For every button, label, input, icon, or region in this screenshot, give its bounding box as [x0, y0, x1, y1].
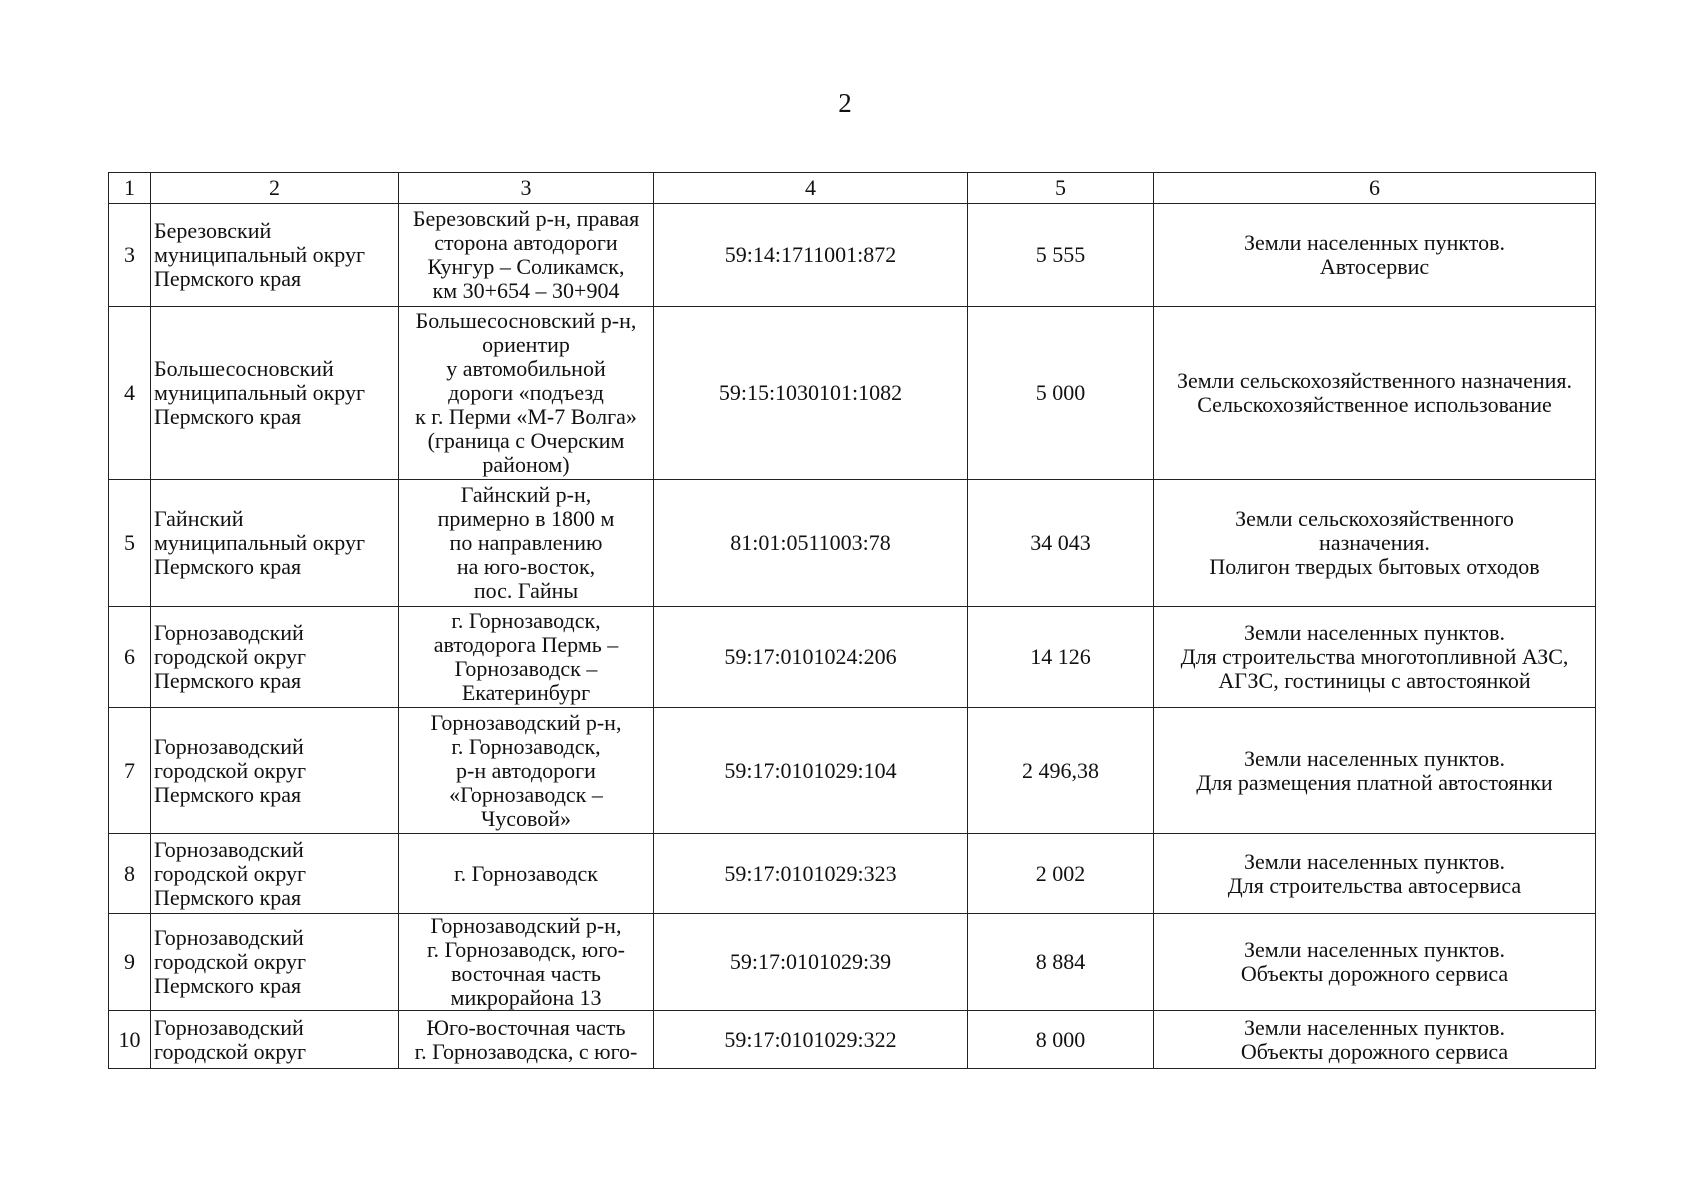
location-line: р-н автодороги: [456, 757, 596, 783]
location-line: Горнозаводск –: [454, 656, 598, 681]
municipality-line: Пермского края: [154, 781, 302, 807]
area-cell: 2 002: [968, 834, 1154, 914]
municipality-line: Пермского края: [154, 668, 302, 693]
location-line: Екатеринбург: [461, 680, 591, 705]
municipality-line: Горнозаводский: [154, 925, 304, 950]
municipality-cell: [151, 204, 399, 307]
municipality-line: Пермского края: [154, 554, 302, 579]
land-category-line: Сельскохозяйственное использование: [1197, 392, 1552, 417]
land-category-line: Земли сельскохозяйственного: [1235, 506, 1514, 531]
land-category-line: Для размещения платной автостоянки: [1196, 769, 1553, 795]
municipality-line: Горнозаводский: [154, 620, 304, 645]
area-cell: 2 496,38: [968, 708, 1154, 834]
area-cell: 8 000: [968, 1011, 1154, 1069]
location-cell: [399, 914, 654, 1011]
municipality-line: муниципальный округ: [154, 530, 366, 555]
municipality-line: Горнозаводский: [154, 1014, 304, 1040]
municipality-line: городской округ: [154, 757, 307, 783]
cadastral-number-cell: 59:17:0101024:206: [654, 607, 968, 708]
cadastral-number-cell: 59:17:0101029:322: [654, 1011, 968, 1069]
land-category-cell: [1154, 1011, 1596, 1069]
table-row: [109, 708, 1596, 834]
location-cell: [399, 708, 654, 834]
municipality-line: городской округ: [154, 949, 307, 974]
municipality-cell: [151, 834, 399, 914]
row-number-cell: 9: [109, 914, 151, 1011]
municipality-cell: [151, 480, 399, 607]
area-cell: 5 000: [968, 307, 1154, 480]
municipality-cell: [151, 914, 399, 1011]
land-category-cell: [1154, 607, 1596, 708]
municipality-line: Березовский: [154, 218, 272, 243]
location-line: г. Горнозаводск,: [451, 733, 601, 759]
location-line: примерно в 1800 м: [437, 506, 615, 531]
municipality-line: Пермского края: [154, 884, 302, 910]
municipality-line: Пермского края: [154, 266, 302, 291]
location-line: «Горнозаводск –: [449, 781, 603, 807]
land-category-line: Полигон твердых бытовых отходов: [1209, 554, 1540, 579]
location-line: Чусовой»: [480, 805, 572, 831]
location-line: на юго-восток,: [456, 554, 596, 579]
land-category-line: Автосервис: [1319, 254, 1430, 279]
row-number-cell: 6: [109, 607, 151, 708]
row-number-cell: 10: [109, 1011, 151, 1069]
cadastral-number-cell: 59:17:0101029:323: [654, 834, 968, 914]
municipality-line: городской округ: [154, 860, 307, 886]
area-cell: 5 555: [968, 204, 1154, 307]
land-category-line: Для строительства автосервиса: [1227, 872, 1522, 898]
municipality-line: Пермского края: [154, 404, 302, 429]
location-cell: [399, 204, 654, 307]
municipality-cell: [151, 708, 399, 834]
column-header: 4: [654, 173, 968, 204]
row-number-cell: 7: [109, 708, 151, 834]
land-category-line: Земли сельскохозяйственного назначения.: [1176, 368, 1573, 393]
location-line: г. Горнозаводск, юго-: [426, 937, 626, 962]
land-category-line: Объекты дорожного сервиса: [1240, 961, 1509, 986]
municipality-line: муниципальный округ: [154, 380, 366, 405]
location-line: районом): [482, 452, 570, 477]
table-row: [109, 1011, 1596, 1069]
location-line: Горнозаводский р-н,: [430, 913, 622, 938]
location-line: (граница с Очерским: [427, 428, 625, 453]
location-cell: [399, 834, 654, 914]
location-line: у автомобильной: [446, 356, 606, 381]
location-cell: [399, 607, 654, 708]
land-category-line: назначения.: [1319, 530, 1430, 555]
location-cell: [399, 307, 654, 480]
land-category-line: Земли населенных пунктов.: [1243, 1014, 1506, 1040]
land-category-line: Для строительства многотопливной АЗС,: [1180, 644, 1569, 669]
row-number-cell: 8: [109, 834, 151, 914]
land-category-line: АГЗС, гостиницы с автостоянкой: [1218, 668, 1531, 693]
location-line: Горнозаводский р-н,: [430, 709, 622, 735]
column-header: 6: [1154, 173, 1596, 204]
location-line: Гайнский р-н,: [460, 482, 592, 507]
location-line: г. Горнозаводска, с юго-: [414, 1038, 638, 1064]
land-plots-table: [108, 172, 1596, 1069]
cadastral-number-cell: 59:17:0101029:39: [654, 914, 968, 1011]
column-header: 1: [109, 173, 151, 204]
area-cell: 34 043: [968, 480, 1154, 607]
location-line: ориентир: [482, 332, 570, 357]
land-category-line: Земли населенных пунктов.: [1243, 848, 1506, 874]
location-line: г. Горнозаводск,: [451, 608, 601, 633]
table-row: [109, 834, 1596, 914]
municipality-line: муниципальный округ: [154, 242, 366, 267]
municipality-line: Гайнский: [154, 506, 244, 531]
land-category-cell: [1154, 834, 1596, 914]
row-number-cell: 4: [109, 307, 151, 480]
table-row: [109, 307, 1596, 480]
land-category-line: Земли населенных пунктов.: [1243, 620, 1506, 645]
location-line: сторона автодороги: [434, 230, 618, 255]
table-row: [109, 607, 1596, 708]
municipality-line: городской округ: [154, 644, 307, 669]
location-line: Большесосновский р-н,: [415, 308, 637, 333]
land-category-cell: [1154, 307, 1596, 480]
location-line: Юго-восточная часть: [426, 1014, 626, 1040]
cadastral-number-cell: 59:17:0101029:104: [654, 708, 968, 834]
table-row: [109, 480, 1596, 607]
land-category-line: Земли населенных пунктов.: [1243, 937, 1506, 962]
municipality-line: Пермского края: [154, 973, 302, 998]
land-category-cell: [1154, 480, 1596, 607]
location-line: Кунгур – Соликамск,: [427, 254, 625, 279]
location-line: к г. Перми «М-7 Волга»: [415, 404, 637, 429]
municipality-cell: [151, 1011, 399, 1069]
land-category-line: Объекты дорожного сервиса: [1240, 1038, 1509, 1064]
location-line: восточная часть: [451, 961, 601, 986]
municipality-line: городской округ: [154, 1038, 307, 1064]
location-cell: [399, 480, 654, 607]
location-line: микрорайона 13: [450, 985, 602, 1010]
location-line: дороги «подъезд: [448, 380, 604, 405]
location-line: км 30+654 – 30+904: [432, 278, 620, 303]
municipality-cell: [151, 607, 399, 708]
municipality-line: Горнозаводский: [154, 733, 304, 759]
row-number-cell: 3: [109, 204, 151, 307]
column-header: 2: [151, 173, 399, 204]
location-line: автодорога Пермь –: [433, 632, 619, 657]
location-cell: [399, 1011, 654, 1069]
area-cell: 8 884: [968, 914, 1154, 1011]
cadastral-number-cell: 81:01:0511003:78: [654, 480, 968, 607]
column-header: 3: [399, 173, 654, 204]
municipality-line: Горнозаводский: [154, 836, 304, 862]
table-row: [109, 914, 1596, 1011]
table-row: [109, 204, 1596, 307]
cadastral-number-cell: 59:14:1711001:872: [654, 204, 968, 307]
land-category-cell: [1154, 914, 1596, 1011]
location-line: г. Горнозаводск: [454, 860, 598, 886]
location-line: по направлению: [449, 530, 603, 555]
page-number: 2: [838, 88, 852, 118]
area-cell: 14 126: [968, 607, 1154, 708]
land-category-cell: [1154, 204, 1596, 307]
cadastral-number-cell: 59:15:1030101:1082: [654, 307, 968, 480]
column-header: 5: [968, 173, 1154, 204]
land-category-line: Земли населенных пунктов.: [1243, 745, 1506, 771]
table-header-row: [109, 173, 1596, 204]
land-category-cell: [1154, 708, 1596, 834]
location-line: пос. Гайны: [473, 578, 579, 603]
location-line: Березовский р-н, правая: [412, 206, 640, 231]
municipality-line: Большесосновский: [154, 356, 334, 381]
row-number-cell: 5: [109, 480, 151, 607]
municipality-cell: [151, 307, 399, 480]
land-category-line: Земли населенных пунктов.: [1243, 230, 1506, 255]
